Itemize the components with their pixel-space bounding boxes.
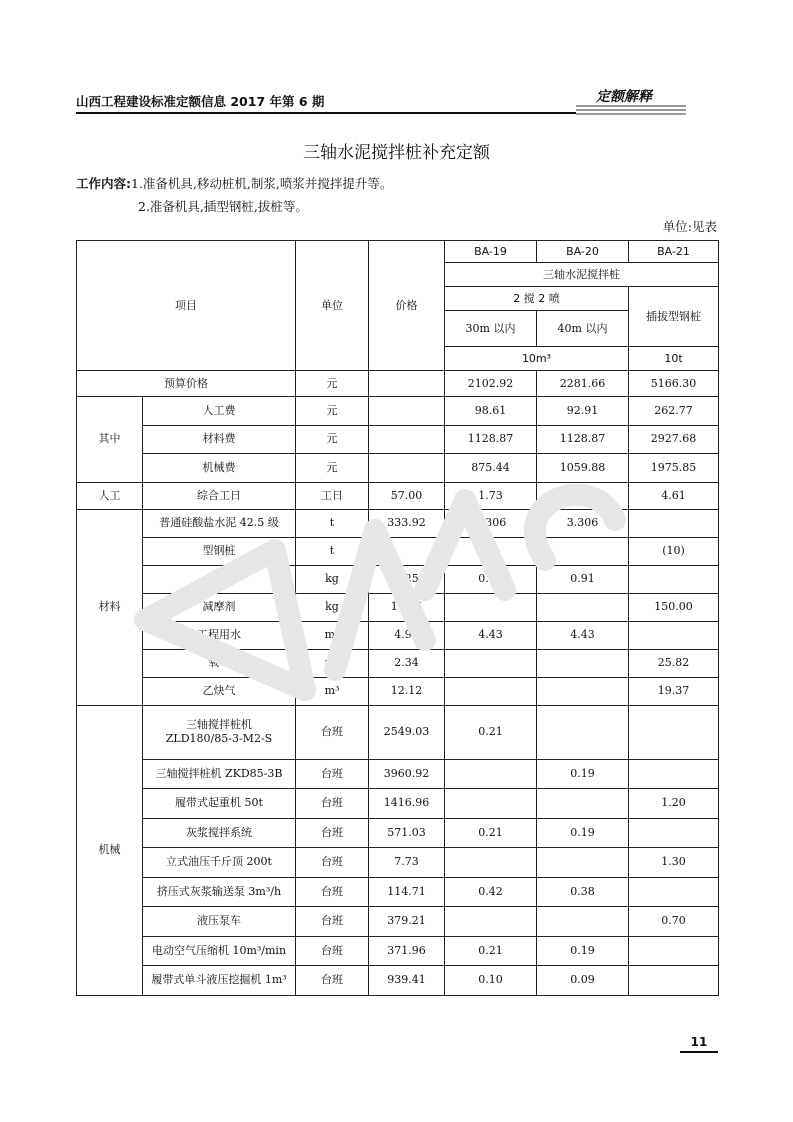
machine-unit: 台班 bbox=[296, 848, 369, 878]
cost-price bbox=[369, 425, 445, 454]
cost-value-ba19: 98.61 bbox=[445, 397, 537, 426]
material-row bbox=[77, 509, 719, 537]
material-value-ba21: 150.00 bbox=[629, 593, 719, 621]
machine-name-line1: 立式油压千斤顶 200t bbox=[166, 855, 272, 869]
header-item: 项目 bbox=[77, 241, 296, 371]
budget-value-ba21: 5166.30 bbox=[629, 371, 719, 397]
labor-group-label: 人工 bbox=[77, 482, 143, 509]
material-name: 普通硅酸盐水泥 42.5 级 bbox=[143, 509, 296, 537]
machine-unit: 台班 bbox=[296, 936, 369, 966]
labor-price: 57.00 bbox=[369, 482, 445, 509]
material-row bbox=[77, 593, 719, 621]
machine-price: 1416.96 bbox=[369, 789, 445, 819]
cost-row bbox=[77, 397, 719, 426]
material-value-ba20: 3.306 bbox=[537, 509, 629, 537]
material-value-ba21 bbox=[629, 509, 719, 537]
header-code: BA-19 bbox=[445, 241, 537, 263]
material-price: 17.55 bbox=[369, 593, 445, 621]
machine-price: 114.71 bbox=[369, 877, 445, 907]
labor-name: 综合工日 bbox=[143, 482, 296, 509]
machine-value-ba21 bbox=[629, 705, 719, 759]
quota-table bbox=[76, 240, 719, 996]
machine-name bbox=[143, 877, 296, 907]
cost-value-ba20: 92.91 bbox=[537, 397, 629, 426]
machine-price: 379.21 bbox=[369, 907, 445, 937]
budget-value-ba20: 2281.66 bbox=[537, 371, 629, 397]
material-price: 12.12 bbox=[369, 677, 445, 705]
material-value-ba20 bbox=[537, 649, 629, 677]
machine-value-ba19 bbox=[445, 848, 537, 878]
material-value-ba20: 4.43 bbox=[537, 621, 629, 649]
cost-value-ba20: 1059.88 bbox=[537, 454, 629, 483]
header-publication: 山西工程建设标准定额信息 2017 年第 6 期 bbox=[76, 94, 325, 109]
cost-row bbox=[77, 454, 719, 483]
cost-value-ba21: 262.77 bbox=[629, 397, 719, 426]
cost-name: 机械费 bbox=[143, 454, 296, 483]
cost-group-label: 其中 bbox=[77, 397, 143, 483]
machine-unit: 台班 bbox=[296, 789, 369, 819]
work-content-item2: 2.准备机具,插型钢桩,拔桩等。 bbox=[138, 199, 308, 214]
material-row bbox=[77, 677, 719, 705]
cost-value-ba19: 1128.87 bbox=[445, 425, 537, 454]
budget-unit: 元 bbox=[296, 371, 369, 397]
machine-unit: 台班 bbox=[296, 759, 369, 789]
machine-value-ba19: 0.21 bbox=[445, 936, 537, 966]
cost-value-ba21: 2927.68 bbox=[629, 425, 719, 454]
header-depth-30m: 30m 以内 bbox=[445, 311, 537, 347]
header-code: BA-20 bbox=[537, 241, 629, 263]
machine-value-ba20 bbox=[537, 848, 629, 878]
machine-name bbox=[143, 907, 296, 937]
machine-value-ba20: 0.38 bbox=[537, 877, 629, 907]
machine-value-ba20: 0.19 bbox=[537, 759, 629, 789]
machine-price: 2549.03 bbox=[369, 705, 445, 759]
material-value-ba21: 25.82 bbox=[629, 649, 719, 677]
machine-group-label: 机械 bbox=[77, 705, 143, 995]
machine-row bbox=[77, 818, 719, 848]
material-unit: kg bbox=[296, 593, 369, 621]
page-title: 三轴水泥搅拌桩补充定额 bbox=[303, 143, 490, 163]
cost-value-ba21: 1975.85 bbox=[629, 454, 719, 483]
machine-name-line1: 电动空气压缩机 10m³/min bbox=[151, 943, 287, 957]
machine-value-ba21 bbox=[629, 818, 719, 848]
material-value-ba21 bbox=[629, 621, 719, 649]
material-price: 3.25 bbox=[369, 565, 445, 593]
machine-value-ba21 bbox=[629, 759, 719, 789]
material-unit: m³ bbox=[296, 621, 369, 649]
machine-value-ba20 bbox=[537, 907, 629, 937]
machine-value-ba19: 0.42 bbox=[445, 877, 537, 907]
machine-value-ba21 bbox=[629, 936, 719, 966]
budget-value-ba19: 2102.92 bbox=[445, 371, 537, 397]
material-price: 4.96 bbox=[369, 621, 445, 649]
budget-label: 预算价格 bbox=[77, 371, 296, 397]
machine-name-line1: 履带式单斗液压挖掘机 1m³ bbox=[151, 973, 287, 987]
machine-price: 3960.92 bbox=[369, 759, 445, 789]
header-decorative-bars bbox=[576, 105, 686, 117]
machine-value-ba21: 1.30 bbox=[629, 848, 719, 878]
machine-value-ba20 bbox=[537, 789, 629, 819]
material-value-ba20: 0.91 bbox=[537, 565, 629, 593]
machine-value-ba19 bbox=[445, 789, 537, 819]
machine-name bbox=[143, 966, 296, 996]
material-unit: m³ bbox=[296, 649, 369, 677]
machine-unit: 台班 bbox=[296, 705, 369, 759]
material-name: 工程用水 bbox=[143, 621, 296, 649]
machine-row bbox=[77, 848, 719, 878]
machine-unit: 台班 bbox=[296, 818, 369, 848]
machine-row bbox=[77, 966, 719, 996]
labor-row bbox=[77, 482, 719, 509]
machine-price: 571.03 bbox=[369, 818, 445, 848]
machine-value-ba20: 0.19 bbox=[537, 818, 629, 848]
machine-value-ba21 bbox=[629, 966, 719, 996]
material-name: 氧气 bbox=[143, 649, 296, 677]
material-name: 减摩剂 bbox=[143, 593, 296, 621]
header-steel-pile: 插拔型钢桩 bbox=[629, 287, 719, 347]
material-value-ba20 bbox=[537, 593, 629, 621]
machine-value-ba21: 1.20 bbox=[629, 789, 719, 819]
material-value-ba21: (10) bbox=[629, 537, 719, 565]
material-value-ba21 bbox=[629, 565, 719, 593]
material-value-ba19 bbox=[445, 593, 537, 621]
material-value-ba19 bbox=[445, 677, 537, 705]
machine-price: 371.96 bbox=[369, 936, 445, 966]
machine-price: 7.73 bbox=[369, 848, 445, 878]
material-price: 2.34 bbox=[369, 649, 445, 677]
header-code: BA-21 bbox=[629, 241, 719, 263]
cost-name: 材料费 bbox=[143, 425, 296, 454]
material-value-ba19 bbox=[445, 537, 537, 565]
machine-row bbox=[77, 907, 719, 937]
machine-value-ba21: 0.70 bbox=[629, 907, 719, 937]
machine-row bbox=[77, 789, 719, 819]
machine-name-line1: 液压泵车 bbox=[197, 914, 241, 928]
page-number-rule bbox=[680, 1051, 718, 1053]
work-content-item1: 1.准备机具,移动桩机,制浆,喷浆并搅拌提升等。 bbox=[131, 176, 393, 191]
machine-value-ba20: 0.19 bbox=[537, 936, 629, 966]
cost-row bbox=[77, 425, 719, 454]
machine-name bbox=[143, 789, 296, 819]
machine-row bbox=[77, 936, 719, 966]
material-unit: t bbox=[296, 509, 369, 537]
header-row-codes bbox=[77, 241, 719, 263]
machine-value-ba20 bbox=[537, 705, 629, 759]
machine-value-ba19 bbox=[445, 907, 537, 937]
cost-name: 人工费 bbox=[143, 397, 296, 426]
cost-value-ba20: 1128.87 bbox=[537, 425, 629, 454]
labor-value-ba20: 1.63 bbox=[537, 482, 629, 509]
material-unit: m³ bbox=[296, 677, 369, 705]
labor-value-ba21: 4.61 bbox=[629, 482, 719, 509]
material-row bbox=[77, 621, 719, 649]
material-value-ba19: 0.91 bbox=[445, 565, 537, 593]
header-method: 三轴水泥搅拌桩 bbox=[445, 263, 719, 287]
header-price: 价格 bbox=[369, 241, 445, 371]
machine-name-line1: 三轴搅拌桩机 bbox=[186, 718, 252, 732]
material-unit: kg bbox=[296, 565, 369, 593]
material-name: 型钢桩 bbox=[143, 537, 296, 565]
machine-name-line2: ZLD180/85-3-M2-S bbox=[165, 732, 273, 745]
header-sub-method: 2 搅 2 喷 bbox=[445, 287, 629, 311]
material-name: 乙炔气 bbox=[143, 677, 296, 705]
machine-value-ba21 bbox=[629, 877, 719, 907]
material-price: 333.92 bbox=[369, 509, 445, 537]
machine-name bbox=[143, 759, 296, 789]
material-value-ba20 bbox=[537, 537, 629, 565]
labor-unit: 工日 bbox=[296, 482, 369, 509]
header-section-title: 定额解释 bbox=[596, 89, 652, 105]
header-unit: 单位 bbox=[296, 241, 369, 371]
machine-row bbox=[77, 759, 719, 789]
machine-name-line1: 挤压式灰浆输送泵 3m³/h bbox=[156, 884, 282, 898]
machine-row bbox=[77, 705, 719, 759]
header-depth-40m: 40m 以内 bbox=[537, 311, 629, 347]
page-number: 11 bbox=[690, 1035, 708, 1049]
material-price bbox=[369, 537, 445, 565]
header-unit-10m3: 10m³ bbox=[445, 347, 629, 371]
material-value-ba20 bbox=[537, 677, 629, 705]
machine-name bbox=[143, 936, 296, 966]
machine-unit: 台班 bbox=[296, 966, 369, 996]
material-value-ba19 bbox=[445, 649, 537, 677]
unit-note: 单位:见表 bbox=[662, 219, 717, 234]
machine-unit: 台班 bbox=[296, 907, 369, 937]
cost-price bbox=[369, 454, 445, 483]
machine-name bbox=[143, 818, 296, 848]
material-row bbox=[77, 537, 719, 565]
machine-value-ba19: 0.21 bbox=[445, 818, 537, 848]
machine-value-ba19 bbox=[445, 759, 537, 789]
machine-value-ba19: 0.21 bbox=[445, 705, 537, 759]
budget-price bbox=[369, 371, 445, 397]
labor-value-ba19: 1.73 bbox=[445, 482, 537, 509]
machine-name-line1: 三轴搅拌桩机 ZKD85-3B bbox=[155, 766, 283, 780]
material-value-ba21: 19.37 bbox=[629, 677, 719, 705]
cost-unit: 元 bbox=[296, 425, 369, 454]
material-value-ba19: 3.306 bbox=[445, 509, 537, 537]
machine-row bbox=[77, 877, 719, 907]
machine-name bbox=[143, 848, 296, 878]
cost-unit: 元 bbox=[296, 454, 369, 483]
material-row bbox=[77, 649, 719, 677]
machine-unit: 台班 bbox=[296, 877, 369, 907]
machine-name-line1: 灰浆搅拌系统 bbox=[186, 825, 252, 839]
material-row bbox=[77, 565, 719, 593]
machine-value-ba19: 0.10 bbox=[445, 966, 537, 996]
work-content-label: 工作内容: bbox=[76, 176, 131, 191]
machine-price: 939.41 bbox=[369, 966, 445, 996]
cost-value-ba19: 875.44 bbox=[445, 454, 537, 483]
machine-name bbox=[143, 705, 296, 759]
header-unit-10t: 10t bbox=[629, 347, 719, 371]
material-name: 钢板 bbox=[143, 565, 296, 593]
cost-price bbox=[369, 397, 445, 426]
material-group-label: 材料 bbox=[77, 509, 143, 705]
material-unit: t bbox=[296, 537, 369, 565]
material-value-ba19: 4.43 bbox=[445, 621, 537, 649]
machine-name-line1: 履带式起重机 50t bbox=[175, 796, 263, 810]
work-content-line1 bbox=[76, 174, 392, 192]
machine-value-ba20: 0.09 bbox=[537, 966, 629, 996]
budget-row bbox=[77, 371, 719, 397]
cost-unit: 元 bbox=[296, 397, 369, 426]
header-rule bbox=[76, 112, 576, 114]
